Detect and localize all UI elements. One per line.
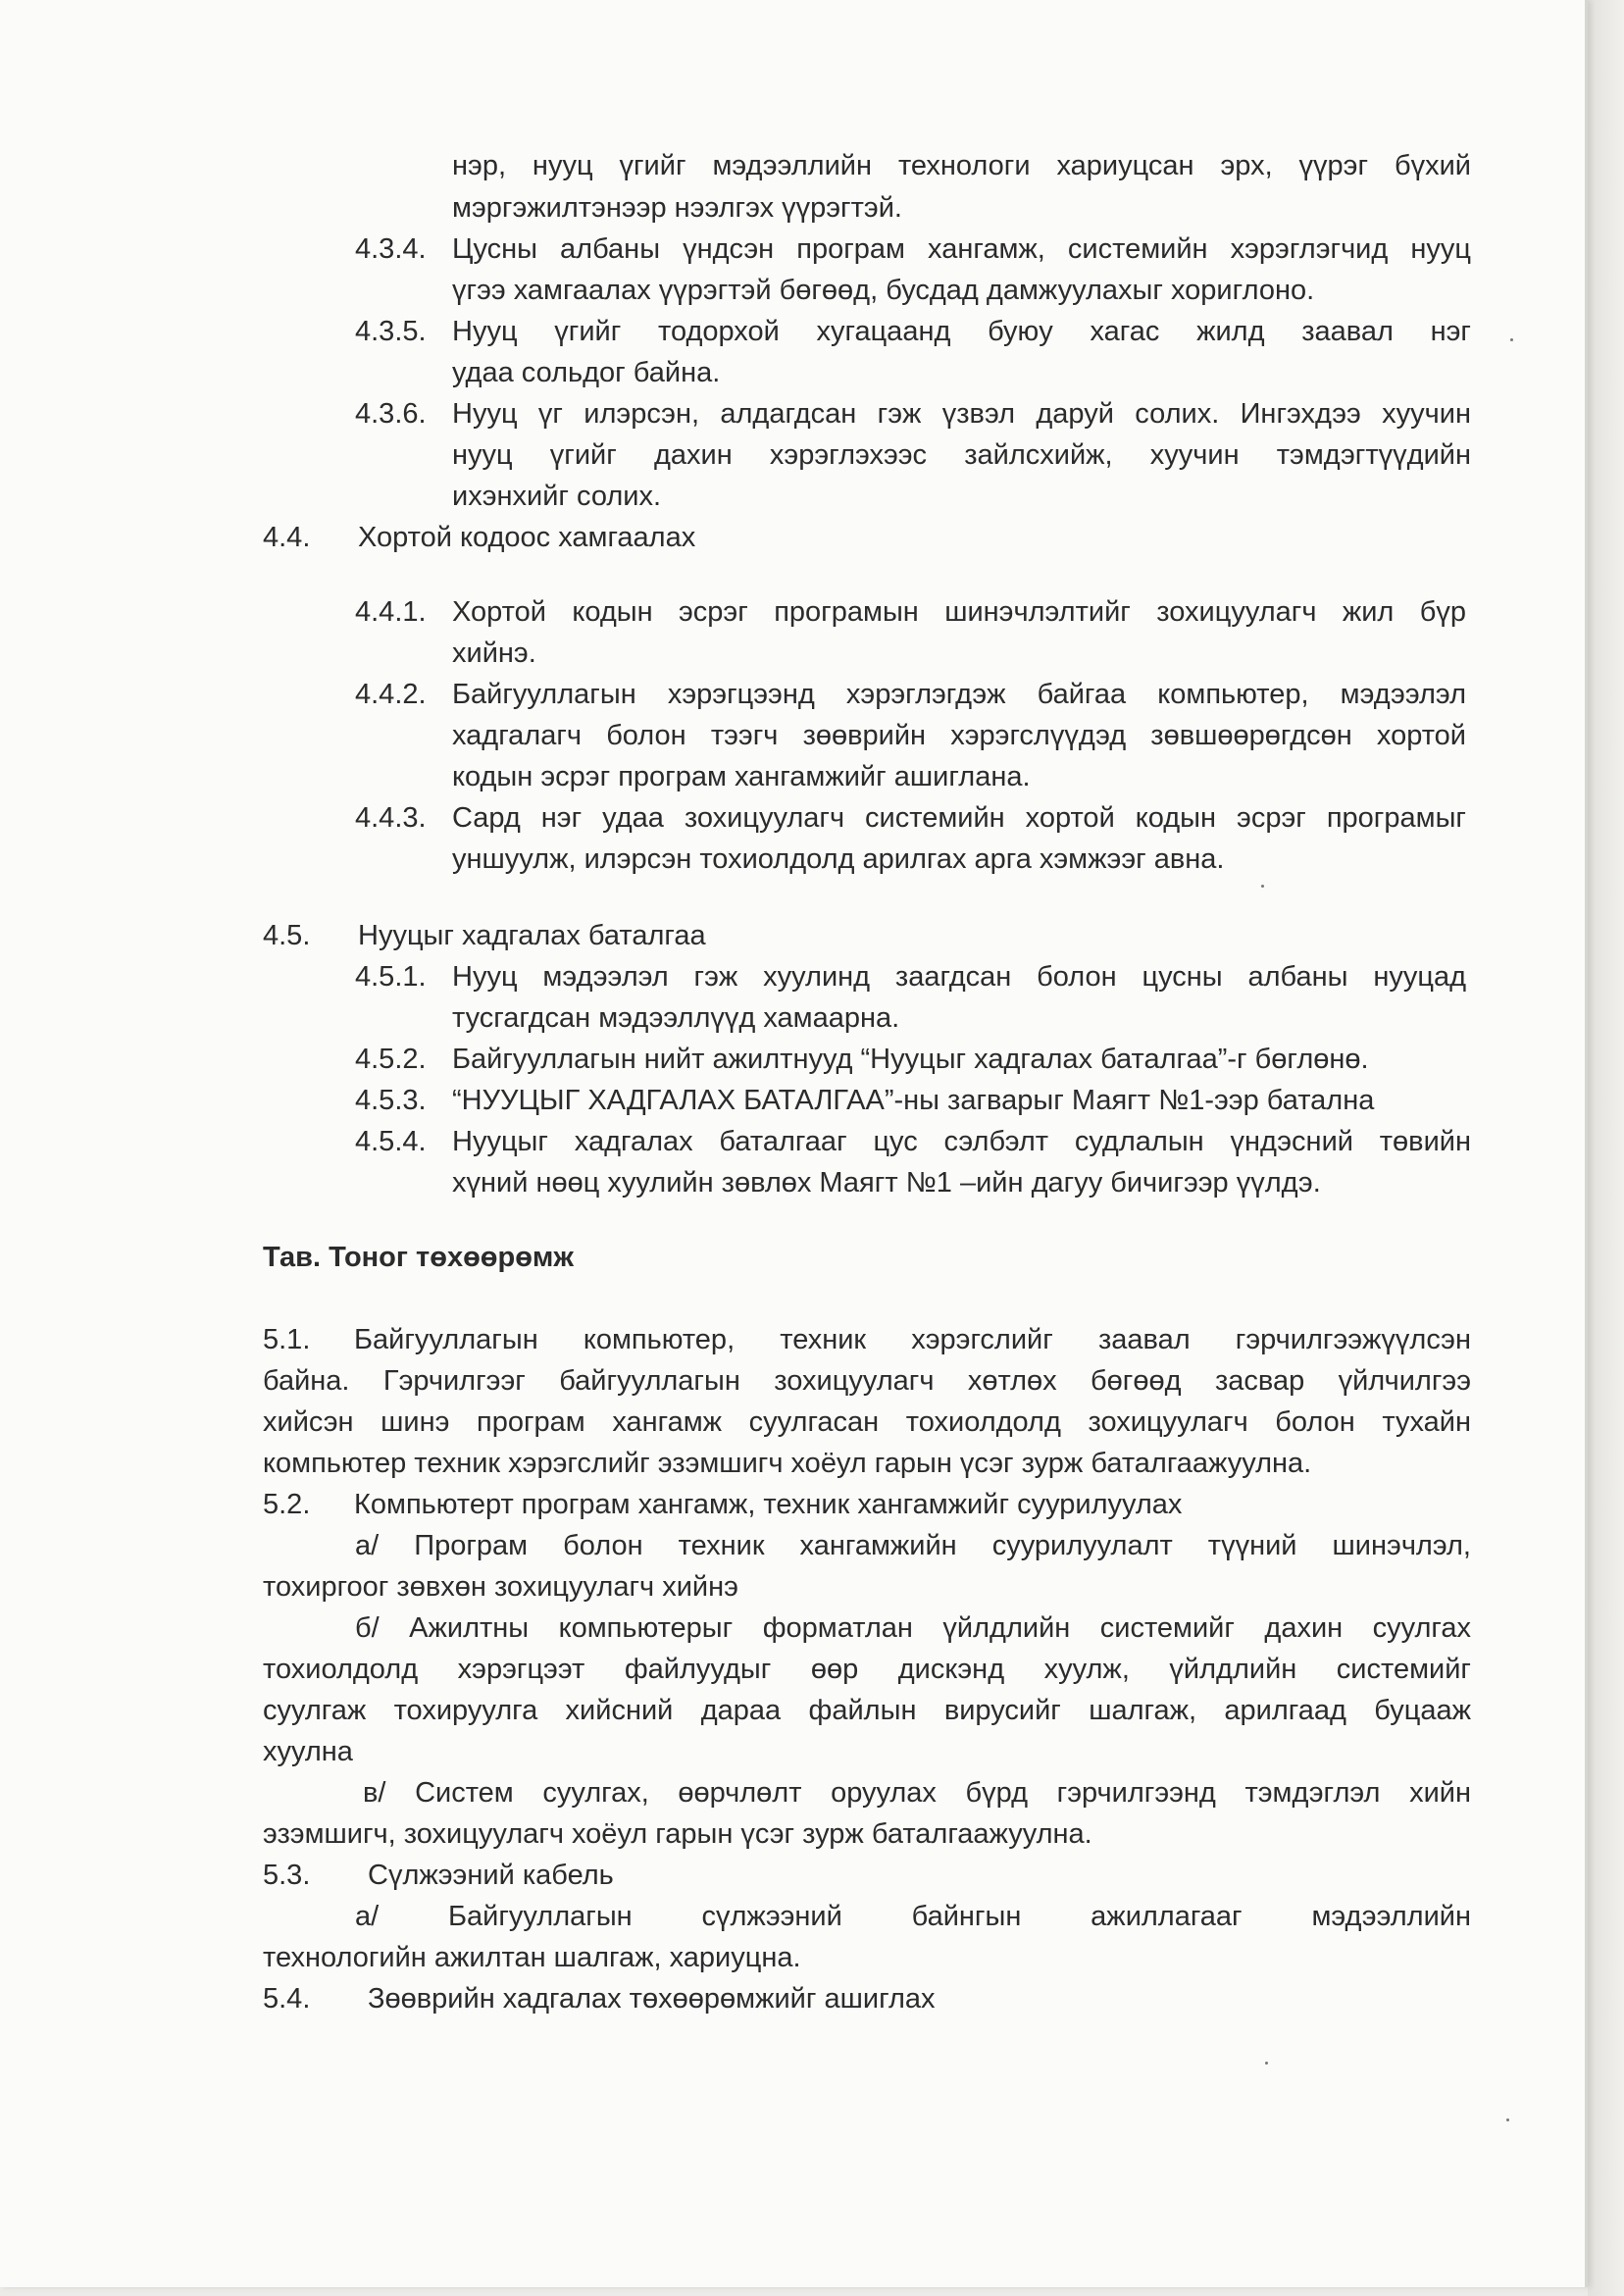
p443-line-1: Сард нэг удаа зохицуулагч системийн хортой кодын эсрэг програмыг [452, 802, 1466, 834]
p53-number: 5.3. [263, 1860, 311, 1891]
p441-line-2: хийнэ. [452, 638, 536, 669]
p452-number: 4.5.2. [355, 1044, 427, 1075]
p433-line-2: мэргэжилтэнээр нээлгэх үүрэгтэй. [452, 192, 902, 224]
p451-line-1: Нууц мэдээлэл гэж хуулинд заагдсан болон цусны албаны нууцад [452, 961, 1466, 993]
p454-line-2: хүний нөөц хуулийн зөвлөх Маягт №1 –ийн дагуу бичигээр үүлдэ. [452, 1167, 1321, 1199]
p452-line-1: Байгууллагын нийт ажилтнууд “Нууцыг хадгалах баталгаа”-г бөглөнө. [452, 1044, 1369, 1075]
p441-line-1: Хортой кодын эсрэг програмын шинэчлэлтийг зохицуулагч жил бүр [452, 596, 1466, 628]
p51-line-3: хийсэн шинэ програм хангамж суулгасан тохиолдолд зохицуулагч болон тухайн [263, 1406, 1471, 1438]
p53a-line-1: а/ Байгууллагын сүлжээний байнгын ажиллагааг мэдээллийн [355, 1901, 1471, 1932]
p52c-line-1: в/ Систем суулгах, өөрчлөлт оруулах бүрд гэрчилгээнд тэмдэглэл хийн [363, 1777, 1471, 1809]
p51-number: 5.1. [263, 1324, 311, 1355]
p52c-line-2: эзэмшигч, зохицуулагч хоёул гарын үсэг зурж баталгаажуулна. [263, 1818, 1092, 1850]
p436-number: 4.3.6. [355, 398, 427, 430]
p53-title: Сүлжээний кабель [368, 1860, 614, 1891]
page-edge-shadow [1588, 0, 1624, 2296]
scan-speck [1265, 2062, 1268, 2065]
p52b-line-2: тохиолдолд хэрэгцээт файлуудыг өөр дискэнд хуулж, үйлдлийн системийг [263, 1654, 1471, 1685]
p435-line-2: удаа сольдог байна. [452, 357, 721, 388]
chapter-5-title: Тав. Тоног төхөөрөмж [263, 1242, 574, 1273]
p435-number: 4.3.5. [355, 316, 427, 347]
section-4-4-title: Хортой кодоос хамгаалах [358, 522, 696, 553]
p52b-line-4: хуулна [263, 1736, 353, 1767]
p442-line-3: кодын эсрэг програм хангамжийг ашиглана. [452, 761, 1031, 792]
p441-number: 4.4.1. [355, 596, 427, 628]
p442-line-2: хадгалагч болон тээгч зөөврийн хэрэгслүүдэд зөвшөөрөгдсөн хортой [452, 720, 1466, 751]
p51-line-4: компьютер техник хэрэгслийг эзэмшигч хоёул гарын үсэг зурж баталгаажуулна. [263, 1448, 1312, 1479]
p443-line-2: уншуулж, илэрсэн тохиолдолд арилгах арга хэмжээг авна. [452, 843, 1225, 875]
scan-speck [1510, 338, 1513, 341]
p433-line-1: нэр, нууц үгийг мэдээллийн технологи хариуцсан эрх, үүрэг бүхий [452, 150, 1471, 181]
p442-number: 4.4.2. [355, 679, 427, 710]
p54-number: 5.4. [263, 1983, 311, 2015]
p443-number: 4.4.3. [355, 802, 427, 834]
p454-line-1: Нууцыг хадгалах баталгааг цус сэлбэлт судлалын үндэсний төвийн [452, 1126, 1471, 1157]
scan-speck [1506, 2118, 1509, 2121]
p434-line-2: үгээ хамгаалах үүрэгтэй бөгөөд, бусдад дамжуулахыг хориглоно. [452, 275, 1315, 306]
section-4-5-title: Нууцыг хадгалах баталгаа [358, 920, 706, 951]
section-4-5-number: 4.5. [263, 920, 311, 951]
p52a-line-2: тохиргоог зөвхөн зохицуулагч хийнэ [263, 1571, 738, 1603]
p435-line-1: Нууц үгийг тодорхой хугацаанд буюу хагас жилд заавал нэг [452, 316, 1471, 347]
p52-number: 5.2. [263, 1489, 311, 1520]
p436-line-1: Нууц үг илэрсэн, алдагдсан гэж үзвэл даруй солих. Ингэхдээ хуучин [452, 398, 1471, 430]
section-4-4-number: 4.4. [263, 522, 311, 553]
p53a-line-2: технологийн ажилтан шалгаж, хариуцна. [263, 1942, 801, 1973]
scan-speck [1261, 885, 1264, 888]
p434-number: 4.3.4. [355, 233, 427, 265]
p453-line-1: “НУУЦЫГ ХАДГАЛАХ БАТАЛГАА”-ны загварыг Маягт №1-ээр батална [452, 1085, 1375, 1116]
p52b-line-3: суулгаж тохируулга хийсний дараа файлын вирусийг шалгаж, арилгаад буцааж [263, 1695, 1471, 1726]
p52a-line-1: а/ Програм болон техник хангамжийн суурилуулалт түүний шинэчлэл, [355, 1530, 1471, 1561]
p442-line-1: Байгууллагын хэрэгцээнд хэрэглэгдэж байгаа компьютер, мэдээлэл [452, 679, 1466, 710]
p454-number: 4.5.4. [355, 1126, 427, 1157]
p51-line-1: Байгууллагын компьютер, техник хэрэгслийг заавал гэрчилгээжүүлсэн [354, 1324, 1471, 1355]
p453-number: 4.5.3. [355, 1085, 427, 1116]
p51-line-2: байна. Гэрчилгээг байгууллагын зохицуулагч хөтлөх бөгөөд засвар үйлчилгээ [263, 1365, 1471, 1397]
p451-line-2: тусгагдсан мэдээллүүд хамаарна. [452, 1002, 900, 1034]
p436-line-3: ихэнхийг солих. [452, 481, 662, 512]
p434-line-1: Цусны албаны үндсэн програм хангамж, системийн хэрэглэгчид нууц [452, 233, 1471, 265]
p54-title: Зөөврийн хадгалах төхөөрөмжийг ашиглах [368, 1983, 936, 2015]
p451-number: 4.5.1. [355, 961, 427, 993]
p436-line-2: нууц үгийг дахин хэрэглэхээс зайлсхийж, хуучин тэмдэгтүүдийн [452, 439, 1471, 471]
p52-title: Компьютерт програм хангамж, техник хангамжийг суурилуулах [354, 1489, 1183, 1520]
p52b-line-1: б/ Ажилтны компьютерыг форматлан үйлдлийн системийг дахин суулгах [355, 1612, 1471, 1644]
